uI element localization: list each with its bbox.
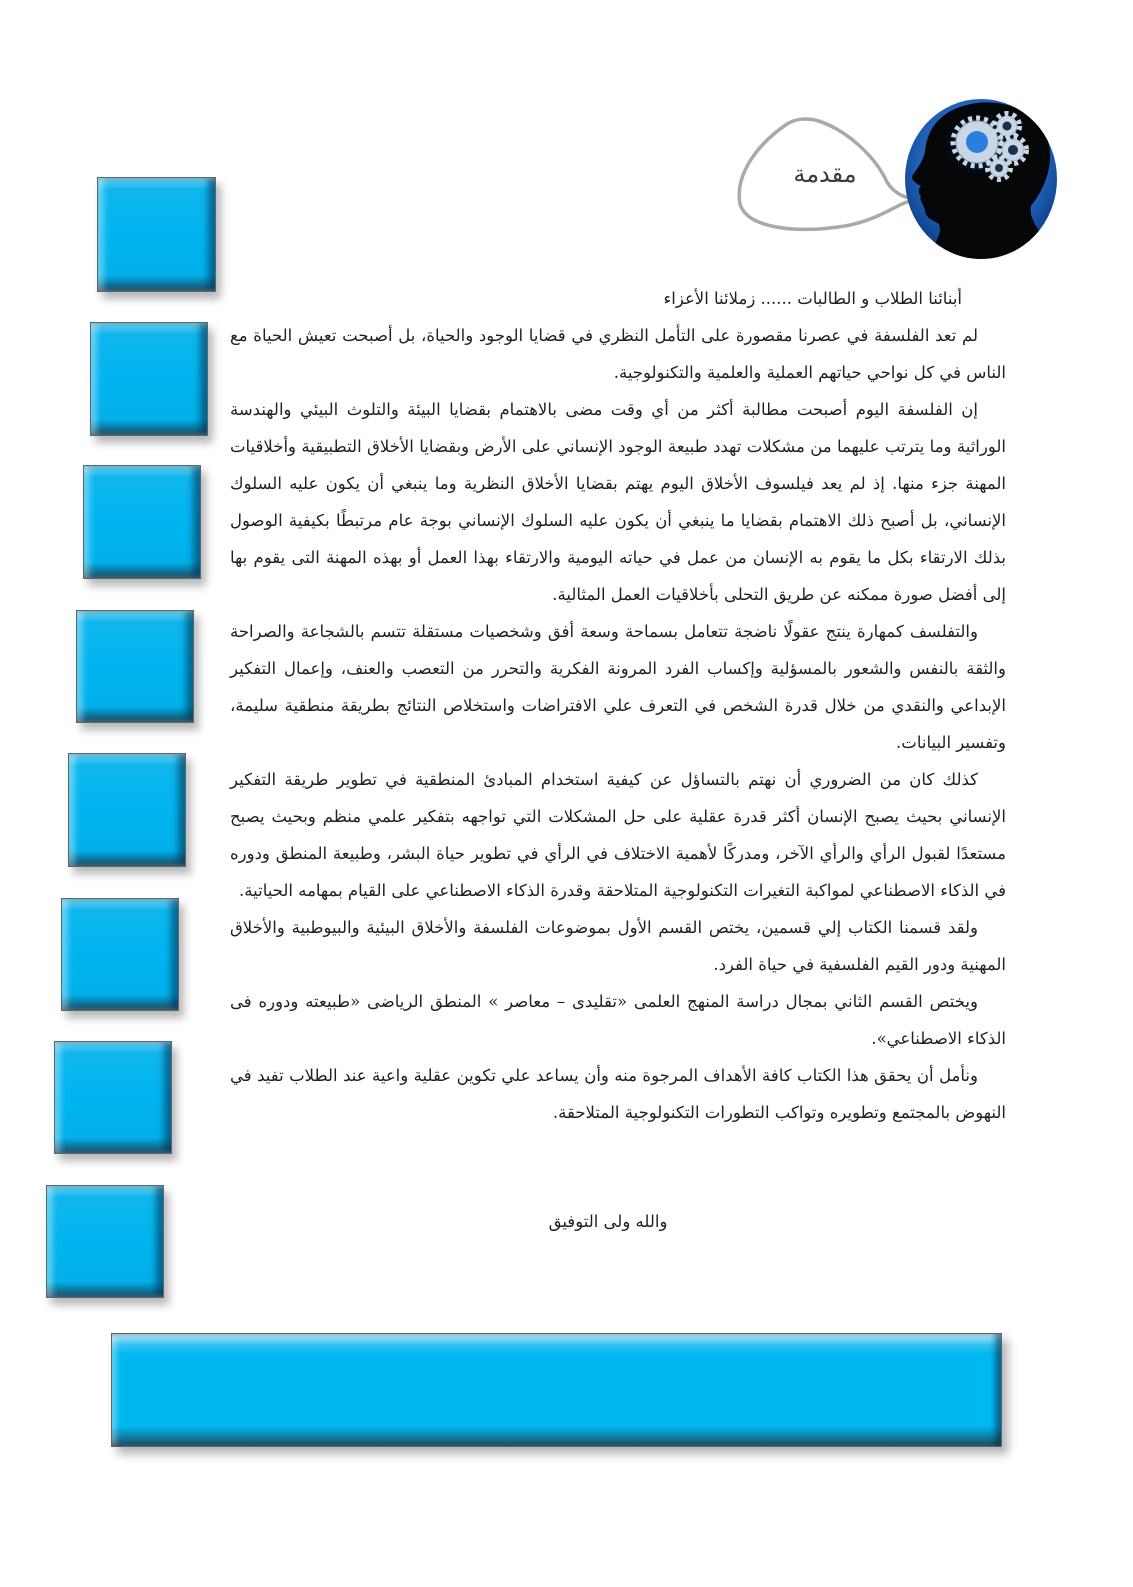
blue-tile-decoration <box>61 898 179 1011</box>
paragraph: ويختص القسم الثاني بمجال دراسة المنهج العلمى «تقليدى – معاصر » المنطق الرياضى «طبيعته ودوره فى الذكاء الاصطناعي». <box>230 992 1006 1048</box>
paragraph: ولقد قسمنا الكتاب إلي قسمين، يختص القسم الأول بموضوعات الفلسفة والأخلاق البيئية والبيوطبية والأخلاق المهنية ودور القيم الفلسفية في حياة الفرد. <box>230 918 1006 974</box>
blue-tile-decoration <box>90 322 208 436</box>
blue-tile-decoration <box>76 610 194 723</box>
closing-line: والله ولى التوفيق <box>548 1212 668 1231</box>
blue-tile-decoration <box>46 1185 164 1298</box>
blue-tile-decoration <box>68 753 186 867</box>
blue-footer-bar <box>111 1333 1002 1447</box>
paragraph: ونأمل أن يحقق هذا الكتاب كافة الأهداف المرجوة منه وأن يساعد علي تكوين عقلية واعية عند الطلاب تفيد في النهوض بالمجتمع وتطويره وتواكب التطورات التكنولوجية المتلاحقة. <box>230 1066 1006 1122</box>
blue-tile-decoration <box>54 1041 172 1154</box>
head-with-gears-icon <box>903 96 1059 262</box>
blue-tile-decoration <box>97 177 216 292</box>
greeting: أبنائنا الطلاب و الطالبات ...... زملائنا الأعزاء <box>663 289 962 308</box>
blue-tile-decoration <box>83 465 201 579</box>
page-title: مقدمة <box>793 160 857 188</box>
paragraph: إن الفلسفة اليوم أصبحت مطالبة أكثر من أي وقت مضى بالاهتمام بقضايا البيئة والتلوث البيئي والهندسة الوراثية وما يترتب عليهما من مشكلات تهدد طبيعة الوجود الإنساني على الأرض وبقضايا الأخلاق التطبيقية وأخلاقيات المهنة جزء منها. إذ لم يعد فيلسوف الأخلاق اليوم يهتم بقضايا الأخلاق النظرية وما ينبغي أن يكون عليه السلوك الإنساني، بل أصبح ذلك الاهتمام بقضايا ما ينبغي أن يكون عليه السلوك الإنساني بوجة عام مرتبطًا بكيفية الوصول بذلك الارتقاء بكل ما يقوم به الإنسان من عمل في حياته اليومية والارتقاء بهذا العمل أو بهذه المهنة التى يقوم بها إلى أفضل صورة ممكنه عن طريق التحلى بأخلاقيات العمل المثالية. <box>230 400 1006 604</box>
paragraph: كذلك كان من الضروري أن نهتم بالتساؤل عن كيفية استخدام المبادئ المنطقية في تطوير طريقة التفكير الإنساني بحيث يصبح الإنسان أكثر قدرة عقلية على حل المشكلات التي تواجهه بتفكير علمي منظم وبحيث يصبح مستعدًا لقبول الرأي والرأي الآخر، ومدركًا لأهمية الاختلاف في الرأي في تطوير حياة البشر، وطبيعة المنطق ودوره في الذكاء الاصطناعي لمواكبة التغيرات التكنولوجية المتلاحقة وقدرة الذكاء الاصطناعي على القيام بمهامه الحياتية. <box>230 770 1006 900</box>
paragraph: والتفلسف كمهارة ينتج عقولًا ناضجة تتعامل بسماحة وسعة أفق وشخصيات مستقلة تتسم بالشجاعة والصراحة والثقة بالنفس والشعور بالمسؤلية وإكساب الفرد المرونة الفكرية والتحرر من التعصب والعنف، وإعمال التفكير الإبداعي والنقدي من خلال قدرة الشخص في التعرف علي الافتراضات واستخلاص النتائج بطريقة منطقية سليمة، وتفسير البيانات. <box>230 622 1006 752</box>
paragraph: لم تعد الفلسفة في عصرنا مقصورة على التأمل النظري في قضايا الوجود والحياة، بل أصبحت تعيش الحياة مع الناس في كل نواحي حياتهم العملية والعلمية والتكنولوجية. <box>230 326 1006 382</box>
introduction-body <box>230 280 1006 1131</box>
